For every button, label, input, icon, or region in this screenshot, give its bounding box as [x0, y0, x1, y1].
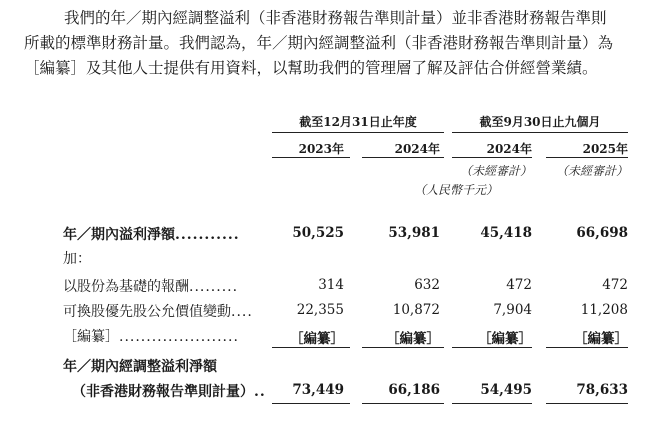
cell-net-profit-2023: 50,525: [292, 225, 344, 241]
cell-redacted-2025-nm: ［編纂］: [574, 331, 628, 347]
cell-adjusted-2023: 73,449: [292, 382, 344, 398]
cell-adjusted-2024-nm: 54,495: [480, 382, 532, 398]
audit-note-2025: （未經審計）: [555, 164, 628, 178]
audit-note-2024: （未經審計）: [459, 164, 532, 178]
leader-dots: ...........: [175, 227, 240, 243]
group-header-year: 截至12月31日止年度: [299, 115, 417, 129]
group-header-nine-months-rule: [452, 132, 628, 133]
subtotal-rule-2024-nm: [452, 347, 532, 348]
column-2024-nine-months-rule: [452, 157, 532, 158]
cell-net-profit-2024-nm: 45,418: [480, 225, 532, 241]
subtotal-rule-2023: [272, 347, 350, 348]
total-rule-2024: [362, 403, 444, 404]
column-2024: 2024年: [394, 142, 440, 156]
leader-dots: ..: [254, 384, 266, 400]
unit-label: （人民幣千元）: [414, 183, 499, 197]
column-2025-nine-months: 2025年: [582, 142, 628, 156]
cell-share-comp-2025-nm: 472: [602, 277, 628, 293]
row-adjusted-net-profit-label-1: 年／期內經調整溢利淨額: [63, 359, 217, 375]
leader-dots: ....: [231, 304, 253, 320]
row-share-comp-text: 以股份為基礎的報酬: [63, 279, 189, 295]
row-net-profit-label: [63, 224, 240, 244]
cell-adjusted-2025-nm: 78,633: [576, 382, 628, 398]
row-share-comp-label: [63, 276, 238, 296]
cell-share-comp-2023: 314: [318, 277, 344, 293]
cell-fair-value-2025-nm: 11,208: [580, 302, 628, 318]
paragraph-line-1: 我們的年／期內經調整溢利（非香港財務報告準則計量）並非香港財務報告準則: [64, 9, 607, 27]
total-rule-2025-nm: [546, 403, 628, 404]
cell-redacted-2024-nm: ［編纂］: [478, 331, 532, 347]
total-rule-2024-nm: [452, 403, 532, 404]
cell-net-profit-2024: 53,981: [388, 225, 440, 241]
row-net-profit-text: 年／期內溢利淨額: [63, 227, 175, 243]
column-2025-nine-months-rule: [546, 157, 628, 158]
total-rule-2023: [272, 403, 350, 404]
cell-adjusted-2024: 66,186: [388, 382, 440, 398]
column-2024-nine-months: 2024年: [486, 142, 532, 156]
cell-share-comp-2024-nm: 472: [506, 277, 532, 293]
cell-net-profit-2025-nm: 66,698: [576, 225, 628, 241]
group-header-nine-months: 截至9月30日止九個月: [479, 115, 601, 129]
row-redacted-text: ［編纂］: [63, 329, 119, 345]
row-add-label: 加：: [63, 251, 91, 267]
row-redacted-label: [63, 326, 239, 346]
leader-dots: ......................: [119, 329, 239, 345]
paragraph-line-3: ［編纂］及其他人士提供有用資料，以幫助我們的管理層了解及評估合併經營業績。: [24, 59, 598, 77]
cell-redacted-2023: ［編纂］: [290, 331, 344, 347]
cell-fair-value-2023: 22,355: [296, 302, 344, 318]
cell-fair-value-2024-nm: 7,904: [493, 302, 532, 318]
leader-dots: .........: [189, 279, 239, 295]
row-adjusted-net-profit-text: （非香港財務報告準則計量）: [72, 384, 254, 400]
row-fair-value-label: [63, 301, 253, 321]
cell-share-comp-2024: 632: [414, 277, 440, 293]
cell-redacted-2024: ［編纂］: [386, 331, 440, 347]
column-2023: 2023年: [298, 142, 344, 156]
group-header-year-rule: [272, 132, 444, 133]
row-adjusted-net-profit-label-2: [72, 381, 266, 401]
cell-fair-value-2024: 10,872: [392, 302, 440, 318]
paragraph-line-2: 所載的標準財務計量。我們認為，年／期內經調整溢利（非香港財務報告準則計量）為: [24, 34, 614, 52]
column-2024-rule: [362, 157, 444, 158]
intro-paragraph: [24, 6, 654, 81]
column-2023-rule: [272, 157, 350, 158]
subtotal-rule-2024: [362, 347, 444, 348]
row-fair-value-text: 可換股優先股公允價值變動: [63, 304, 231, 320]
subtotal-rule-2025-nm: [546, 347, 628, 348]
